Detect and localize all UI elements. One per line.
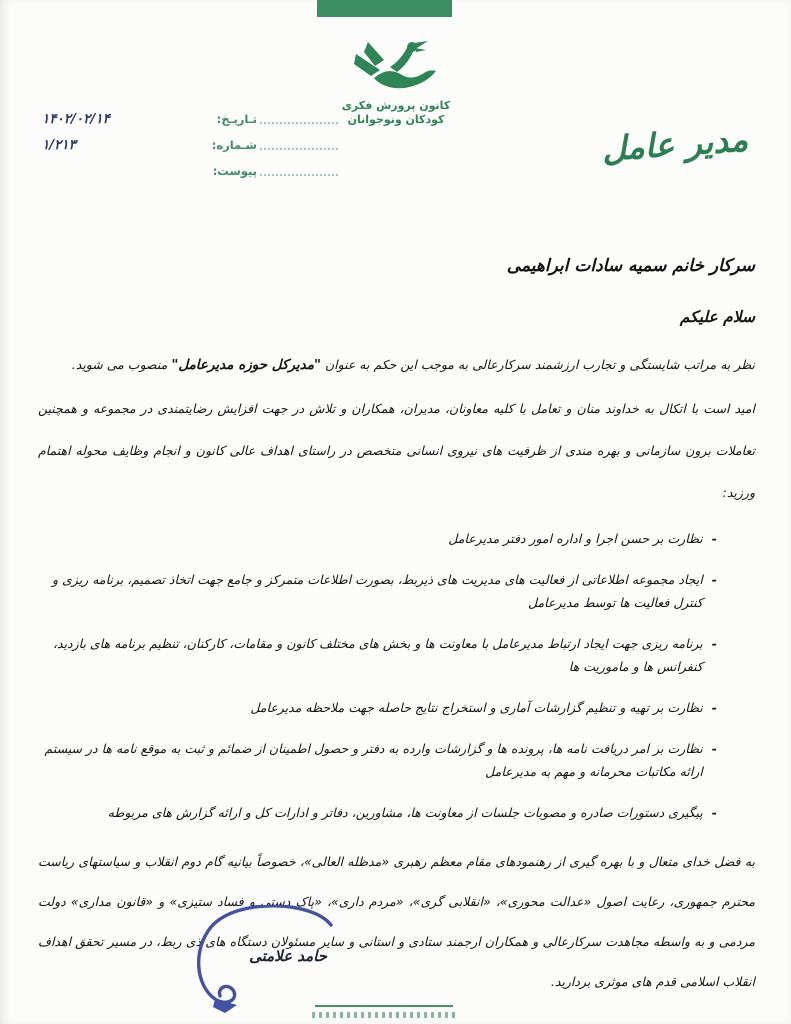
date-value: ۱۴۰۲/۰۲/۱۴ (42, 110, 110, 127)
appointment-text-post: منصوب می شوید. (71, 357, 172, 372)
duty-text: نظارت بر تهیه و تنظیم گزارشات آماری و استخراج نتایج حاصله جهت ملاحظه مدیرعامل (250, 700, 703, 715)
number-value: ۱/۲۱۳ (42, 136, 76, 153)
duty-item (38, 801, 717, 824)
duty-text: برنامه ریزی جهت ایجاد ارتباط مدیرعامل با معاونت ها و بخش های مختلف کانون و مقامات، کارکنان، تنظیم برنامه های بازدید، کنفرانس ها و ماموریت ها (52, 636, 703, 674)
recipient-name: سرکار خانم سمیه سادات ابراهیمی (506, 256, 755, 276)
letter-body (38, 256, 755, 1002)
duty-item (38, 527, 717, 550)
duty-item (38, 632, 717, 678)
duty-item (38, 568, 717, 614)
dotted-leader (260, 165, 338, 176)
kanoon-bird-icon (350, 40, 442, 96)
signer-name: حامد علامتی (249, 947, 327, 965)
bullet-dash: - (711, 531, 717, 546)
logo-text-line2: کودکان ونوجوانان (347, 113, 445, 126)
kanoon-logo (330, 40, 462, 127)
bullet-dash: - (711, 805, 717, 820)
duty-text: نظارت بر امر دریافت نامه ها، پرونده ها و گزارشات وارده به دفتر و حصول اطمینان از ضمائم و ثبت به موقع نامه ها در سیستم ارائه مکاتبات محرمانه و مهم به مدیرعامل (44, 741, 703, 779)
duty-text: پیگیری دستورات صادره و مصوبات جلسات از معاونت ها، مشاورین، دفاتر و ادارات کل و ارائه گزارش های مربوطه (107, 805, 703, 820)
footer-green-rule (315, 1005, 453, 1007)
duty-text: نظارت بر حسن اجرا و اداره امور دفتر مدیرعامل (448, 531, 703, 546)
logo-text-line1: کانون پرورش فکری (341, 99, 451, 112)
header-green-bar (317, 0, 452, 17)
hope-paragraph: امید است با اتکال به خداوند منان و تعامل با کلیه معاونان، مدیران، همکاران و تلاش در جهت افزایش رضایتمندی در مجموعه و همچنین تعاملات برون سازمانی و بهره مندی از ظرفیت های نیروی انسانی متخصص در راستای اهداف عالی کانون و انجام وظایف محوله اهتمام ورزید: (38, 401, 755, 500)
bullet-dash: - (711, 700, 717, 715)
number-label: شـماره: (211, 137, 257, 152)
duty-item (38, 696, 717, 719)
dotted-leader (260, 113, 338, 124)
meta-row-number (42, 136, 338, 153)
greeting-line: سلام علیکم (679, 308, 755, 326)
date-label: تـاریـخ: (216, 111, 257, 126)
bullet-dash: - (711, 572, 717, 587)
bullet-dash: - (711, 636, 717, 651)
managing-director-script-title: مدیر عامل (600, 119, 750, 169)
dotted-leader (260, 139, 338, 150)
footer-cutoff-text (312, 1012, 458, 1018)
meta-row-attachment (42, 162, 338, 179)
appointment-paragraph (38, 350, 755, 380)
signature-block (185, 905, 345, 1017)
bullet-dash: - (711, 741, 717, 756)
letter-meta-fields (42, 110, 338, 188)
duties-list (38, 527, 755, 824)
duty-text: ایجاد مجموعه اطلاعاتی از فعالیت های مدیریت های ذیربط، بصورت اطلاعات متمرکز و جامع جهت اتخاذ تصمیم، برنامه ریزی و کنترل فعالیت ها توسط مدیرعامل (52, 572, 703, 610)
closing-paragraph: به فضل خدای متعال و با بهره گیری از رهنمودهای مقام معظم رهبری «مدظله العالی»، خصوصاً بیانیه گام دوم انقلاب و سیاستهای ریاست محترم جمهوری، رعایت اصول «عدالت محوری»، «انقلابی گری»، «مردم داری»، «پاک دستی و فساد ستیزی» و «قانون مداری» دولت مردمی و به واسطه مجاهدت سرکارعالی و همکاران ارجمند ستادی و استانی و سایر مسئولان دستگاه های ذی ربط، در مسیر تحقق اهداف انقلاب اسلامی قدم های موثری بردارید. (38, 854, 755, 989)
appointment-text-pre: نظر به مراتب شایستگی و تجارب ارزشمند سرکارعالی به موجب این حکم به عنوان (321, 357, 755, 372)
attachment-label: پیوست: (212, 163, 257, 178)
appointment-title: "مدیرکل حوزه مدیرعامل" (171, 357, 322, 373)
meta-row-date (42, 110, 338, 127)
duty-item (38, 737, 717, 783)
